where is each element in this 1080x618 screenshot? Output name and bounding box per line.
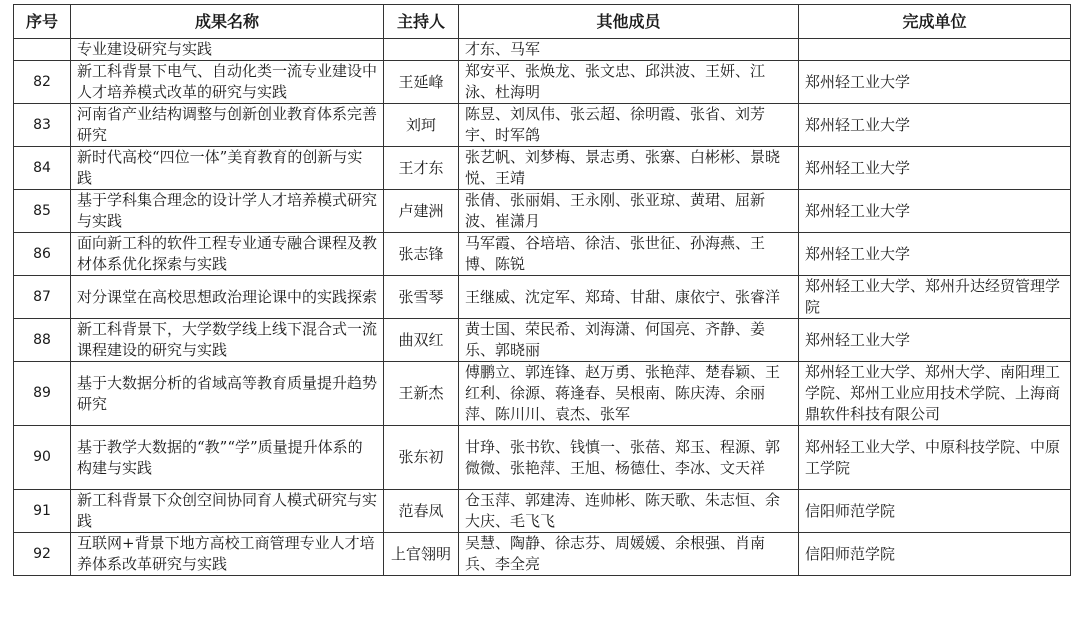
cell-title: 基于学科集合理念的设计学人才培养模式研究与实践 — [71, 190, 384, 233]
cell-title: 新工科背景下，大学数学线上线下混合式一流课程建设的研究与实践 — [71, 319, 384, 362]
cell-members: 马军霞、谷培培、徐洁、张世征、孙海燕、王博、陈锐 — [459, 233, 799, 276]
cell-unit — [799, 39, 1071, 61]
table-row — [14, 61, 1071, 104]
cell-members: 张艺帆、刘梦梅、景志勇、张寨、白彬彬、景晓悦、王靖 — [459, 147, 799, 190]
cell-unit: 信阳师范学院 — [799, 490, 1071, 533]
cell-host: 刘珂 — [384, 104, 459, 147]
cell-host: 范春凤 — [384, 490, 459, 533]
table-row — [14, 319, 1071, 362]
cell-members: 甘琤、张书钦、钱慎一、张蓓、郑玉、程源、郭微微、张艳萍、王旭、杨德仕、李冰、文天祥 — [459, 426, 799, 490]
cell-host: 张东初 — [384, 426, 459, 490]
cell-title: 互联网+背景下地方高校工商管理专业人才培养体系改革研究与实践 — [71, 533, 384, 576]
cell-index: 91 — [14, 490, 71, 533]
cell-index: 89 — [14, 362, 71, 426]
cell-host: 张雪琴 — [384, 276, 459, 319]
cell-title: 面向新工科的软件工程专业通专融合课程及教材体系优化探索与实践 — [71, 233, 384, 276]
cell-members: 才东、马军 — [459, 39, 799, 61]
cell-members: 吴慧、陶静、徐志芬、周媛媛、余根强、肖南兵、李全亮 — [459, 533, 799, 576]
cell-title: 专业建设研究与实践 — [71, 39, 384, 61]
cell-unit: 郑州轻工业大学 — [799, 61, 1071, 104]
table-row — [14, 490, 1071, 533]
results-table — [13, 4, 1071, 576]
cell-title: 新工科背景下电气、自动化类一流专业建设中人才培养模式改革的研究与实践 — [71, 61, 384, 104]
header-host: 主持人 — [384, 5, 459, 39]
cell-title: 新时代高校“四位一体”美育教育的创新与实践 — [71, 147, 384, 190]
table-row — [14, 276, 1071, 319]
header-title: 成果名称 — [71, 5, 384, 39]
cell-index: 83 — [14, 104, 71, 147]
cell-title: 河南省产业结构调整与创新创业教育体系完善研究 — [71, 104, 384, 147]
header-index: 序号 — [14, 5, 71, 39]
table-row — [14, 233, 1071, 276]
cell-title: 基于大数据分析的省域高等教育质量提升趋势研究 — [71, 362, 384, 426]
cell-index: 86 — [14, 233, 71, 276]
table-row — [14, 104, 1071, 147]
cell-members: 陈昱、刘凤伟、张云超、徐明霞、张省、刘芳宇、时军鸽 — [459, 104, 799, 147]
cell-host: 曲双红 — [384, 319, 459, 362]
cell-unit: 郑州轻工业大学 — [799, 190, 1071, 233]
cell-title: 新工科背景下众创空间协同育人模式研究与实践 — [71, 490, 384, 533]
cell-index: 87 — [14, 276, 71, 319]
cell-unit: 信阳师范学院 — [799, 533, 1071, 576]
cell-title: 基于教学大数据的“教”“学”质量提升体系的构建与实践 — [71, 426, 384, 490]
table-row-continuation — [14, 39, 1071, 61]
cell-host: 王才东 — [384, 147, 459, 190]
table-row — [14, 426, 1071, 490]
cell-index: 88 — [14, 319, 71, 362]
cell-host: 王延峰 — [384, 61, 459, 104]
cell-members: 张倩、张丽娟、王永刚、张亚琼、黄珺、屈新波、崔潇月 — [459, 190, 799, 233]
cell-unit: 郑州轻工业大学 — [799, 104, 1071, 147]
cell-index: 82 — [14, 61, 71, 104]
cell-host: 上官翎明 — [384, 533, 459, 576]
table-row — [14, 533, 1071, 576]
cell-unit: 郑州轻工业大学、中原科技学院、中原工学院 — [799, 426, 1071, 490]
header-unit: 完成单位 — [799, 5, 1071, 39]
header-members: 其他成员 — [459, 5, 799, 39]
table-row — [14, 362, 1071, 426]
table-row — [14, 190, 1071, 233]
cell-index: 84 — [14, 147, 71, 190]
cell-members: 王继威、沈定军、郑琦、甘甜、康依宁、张睿洋 — [459, 276, 799, 319]
cell-members: 仓玉萍、郭建涛、连帅彬、陈天歌、朱志恒、余大庆、毛飞飞 — [459, 490, 799, 533]
cell-title: 对分课堂在高校思想政治理论课中的实践探索 — [71, 276, 384, 319]
cell-host: 王新杰 — [384, 362, 459, 426]
cell-index: 90 — [14, 426, 71, 490]
cell-unit: 郑州轻工业大学、郑州升达经贸管理学院 — [799, 276, 1071, 319]
cell-unit: 郑州轻工业大学、郑州大学、南阳理工学院、郑州工业应用技术学院、上海商鼎软件科技有限公司 — [799, 362, 1071, 426]
cell-host: 卢建洲 — [384, 190, 459, 233]
table-header-row — [14, 5, 1071, 39]
cell-index: 92 — [14, 533, 71, 576]
cell-members: 黄士国、荣民希、刘海潇、何国亮、齐静、姜乐、郭晓丽 — [459, 319, 799, 362]
cell-unit: 郑州轻工业大学 — [799, 319, 1071, 362]
cell-index — [14, 39, 71, 61]
cell-members: 傅鹏立、郭连锋、赵万勇、张艳萍、楚春颖、王红利、徐源、蒋逢春、吴根南、陈庆涛、余丽萍、陈川川、袁杰、张军 — [459, 362, 799, 426]
cell-index: 85 — [14, 190, 71, 233]
cell-members: 郑安平、张焕龙、张文忠、邱洪波、王妍、江泳、杜海明 — [459, 61, 799, 104]
cell-unit: 郑州轻工业大学 — [799, 147, 1071, 190]
cell-host — [384, 39, 459, 61]
cell-unit: 郑州轻工业大学 — [799, 233, 1071, 276]
table-row — [14, 147, 1071, 190]
cell-host: 张志锋 — [384, 233, 459, 276]
